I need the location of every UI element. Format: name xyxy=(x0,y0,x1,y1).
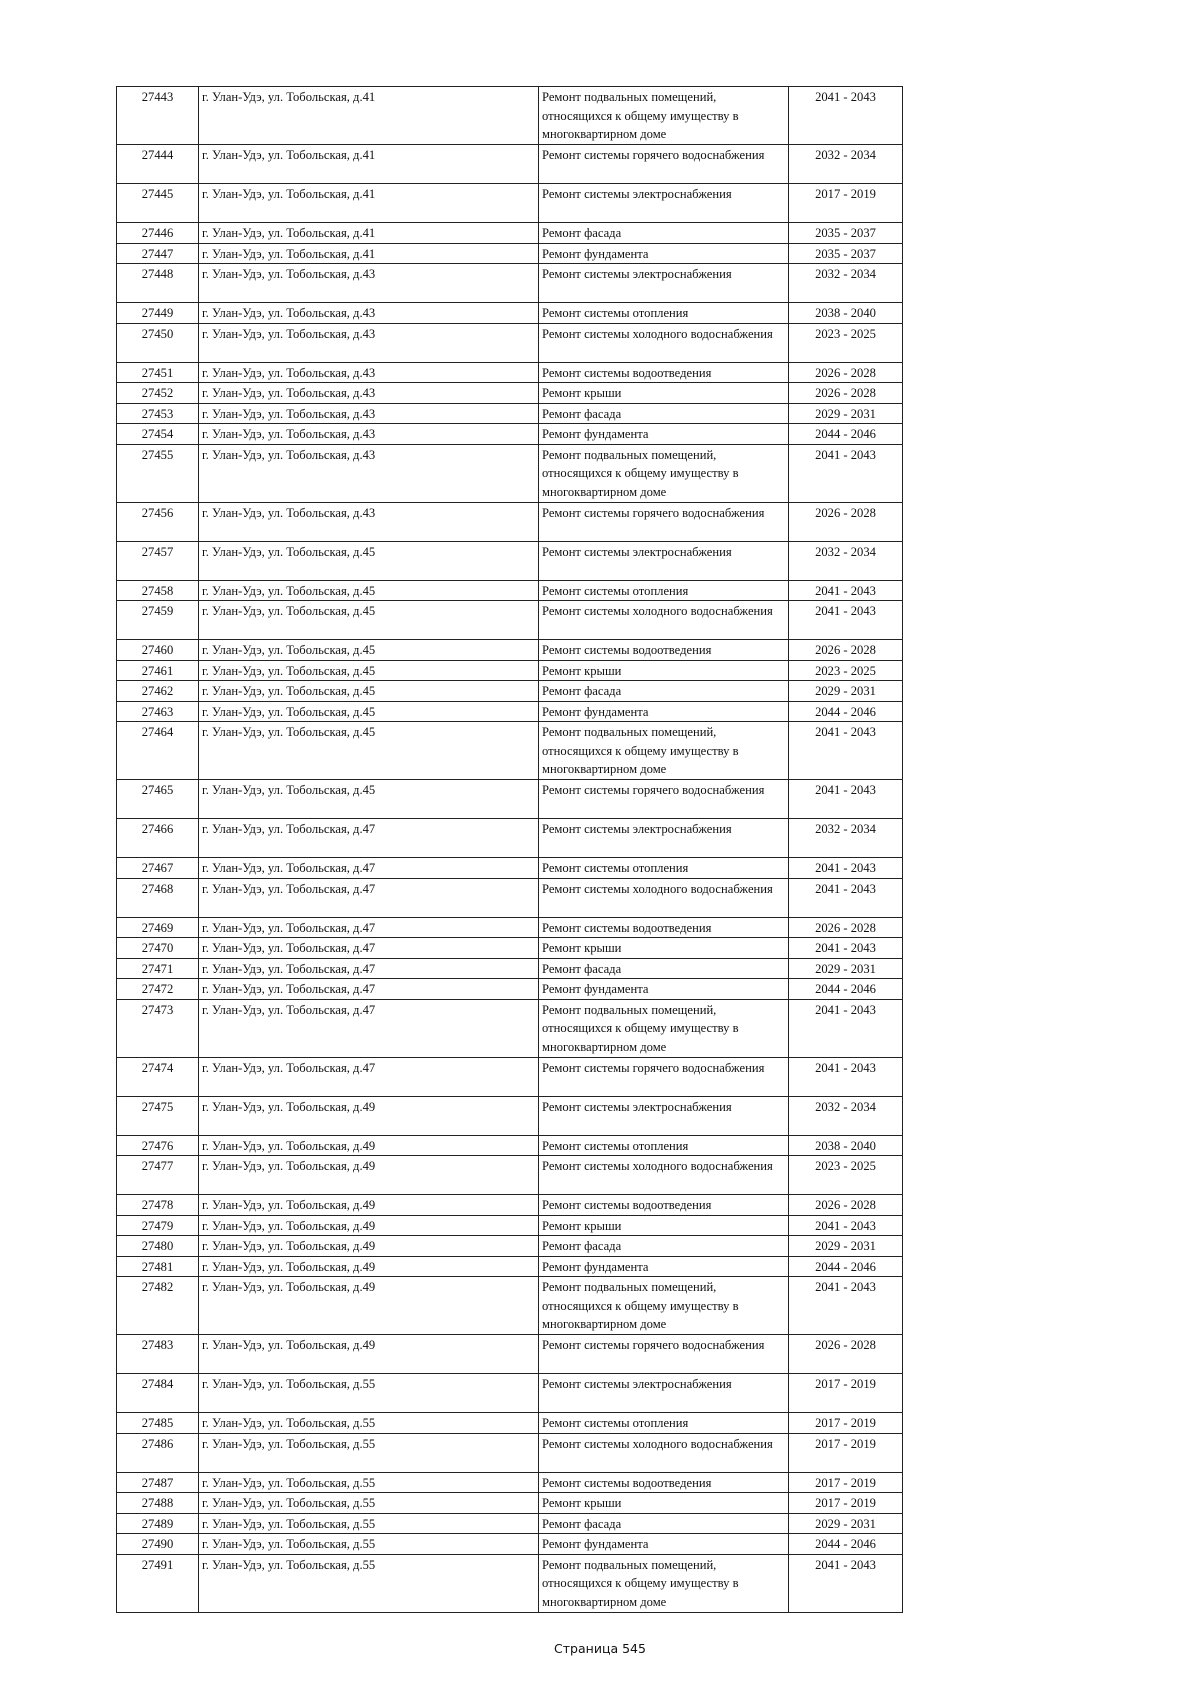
work-type-cell: Ремонт системы электроснабжения xyxy=(539,541,789,580)
period-cell: 2041 - 2043 xyxy=(789,601,903,640)
table-row xyxy=(117,87,903,145)
table-row xyxy=(117,1374,903,1413)
table-row xyxy=(117,1335,903,1374)
work-type-cell: Ремонт фундамента xyxy=(539,243,789,264)
address-cell: г. Улан-Удэ, ул. Тобольская, д.43 xyxy=(199,403,539,424)
work-type-cell: Ремонт подвальных помещений, относящихся к общему имуществу в многоквартирном доме xyxy=(539,1554,789,1612)
address-cell: г. Улан-Удэ, ул. Тобольская, д.45 xyxy=(199,640,539,661)
row-number-cell: 27451 xyxy=(117,362,199,383)
period-cell: 2023 - 2025 xyxy=(789,1156,903,1195)
period-cell: 2032 - 2034 xyxy=(789,145,903,184)
table-row xyxy=(117,1513,903,1534)
address-cell: г. Улан-Удэ, ул. Тобольская, д.47 xyxy=(199,1057,539,1096)
row-number-cell: 27480 xyxy=(117,1236,199,1257)
address-cell: г. Улан-Удэ, ул. Тобольская, д.41 xyxy=(199,145,539,184)
work-type-cell: Ремонт системы водоотведения xyxy=(539,1195,789,1216)
address-cell: г. Улан-Удэ, ул. Тобольская, д.41 xyxy=(199,184,539,223)
period-cell: 2029 - 2031 xyxy=(789,958,903,979)
table-row xyxy=(117,580,903,601)
address-cell: г. Улан-Удэ, ул. Тобольская, д.49 xyxy=(199,1277,539,1335)
work-type-cell: Ремонт крыши xyxy=(539,938,789,959)
table-row xyxy=(117,601,903,640)
work-type-cell: Ремонт крыши xyxy=(539,1493,789,1514)
period-cell: 2017 - 2019 xyxy=(789,1374,903,1413)
row-number-cell: 27468 xyxy=(117,878,199,917)
address-cell: г. Улан-Удэ, ул. Тобольская, д.43 xyxy=(199,264,539,303)
table-row xyxy=(117,1057,903,1096)
row-number-cell: 27486 xyxy=(117,1433,199,1472)
address-cell: г. Улан-Удэ, ул. Тобольская, д.45 xyxy=(199,780,539,819)
work-type-cell: Ремонт крыши xyxy=(539,660,789,681)
row-number-cell: 27444 xyxy=(117,145,199,184)
address-cell: г. Улан-Удэ, ул. Тобольская, д.55 xyxy=(199,1554,539,1612)
row-number-cell: 27459 xyxy=(117,601,199,640)
work-type-cell: Ремонт системы холодного водоснабжения xyxy=(539,323,789,362)
period-cell: 2041 - 2043 xyxy=(789,87,903,145)
address-cell: г. Улан-Удэ, ул. Тобольская, д.43 xyxy=(199,383,539,404)
row-number-cell: 27464 xyxy=(117,722,199,780)
row-number-cell: 27471 xyxy=(117,958,199,979)
row-number-cell: 27476 xyxy=(117,1135,199,1156)
table-row xyxy=(117,1413,903,1434)
work-type-cell: Ремонт фундамента xyxy=(539,424,789,445)
work-type-cell: Ремонт системы отопления xyxy=(539,580,789,601)
work-type-cell: Ремонт фасада xyxy=(539,681,789,702)
table-row xyxy=(117,819,903,858)
work-type-cell: Ремонт фундамента xyxy=(539,701,789,722)
address-cell: г. Улан-Удэ, ул. Тобольская, д.41 xyxy=(199,243,539,264)
row-number-cell: 27450 xyxy=(117,323,199,362)
period-cell: 2026 - 2028 xyxy=(789,917,903,938)
work-type-cell: Ремонт системы электроснабжения xyxy=(539,1374,789,1413)
row-number-cell: 27491 xyxy=(117,1554,199,1612)
table-row xyxy=(117,243,903,264)
address-cell: г. Улан-Удэ, ул. Тобольская, д.47 xyxy=(199,917,539,938)
period-cell: 2026 - 2028 xyxy=(789,383,903,404)
row-number-cell: 27488 xyxy=(117,1493,199,1514)
address-cell: г. Улан-Удэ, ул. Тобольская, д.43 xyxy=(199,323,539,362)
period-cell: 2044 - 2046 xyxy=(789,1534,903,1555)
table-row xyxy=(117,917,903,938)
row-number-cell: 27482 xyxy=(117,1277,199,1335)
period-cell: 2023 - 2025 xyxy=(789,660,903,681)
row-number-cell: 27462 xyxy=(117,681,199,702)
address-cell: г. Улан-Удэ, ул. Тобольская, д.43 xyxy=(199,362,539,383)
table-row xyxy=(117,660,903,681)
row-number-cell: 27456 xyxy=(117,502,199,541)
work-type-cell: Ремонт фасада xyxy=(539,1513,789,1534)
work-type-cell: Ремонт системы отопления xyxy=(539,303,789,324)
row-number-cell: 27465 xyxy=(117,780,199,819)
work-type-cell: Ремонт системы холодного водоснабжения xyxy=(539,601,789,640)
work-type-cell: Ремонт системы электроснабжения xyxy=(539,184,789,223)
table-row xyxy=(117,444,903,502)
address-cell: г. Улан-Удэ, ул. Тобольская, д.49 xyxy=(199,1156,539,1195)
period-cell: 2035 - 2037 xyxy=(789,243,903,264)
table-row xyxy=(117,958,903,979)
address-cell: г. Улан-Удэ, ул. Тобольская, д.45 xyxy=(199,601,539,640)
table-row xyxy=(117,303,903,324)
table-row xyxy=(117,1256,903,1277)
row-number-cell: 27490 xyxy=(117,1534,199,1555)
period-cell: 2017 - 2019 xyxy=(789,1493,903,1514)
table-row xyxy=(117,362,903,383)
address-cell: г. Улан-Удэ, ул. Тобольская, д.49 xyxy=(199,1195,539,1216)
work-type-cell: Ремонт системы отопления xyxy=(539,1413,789,1434)
period-cell: 2041 - 2043 xyxy=(789,999,903,1057)
period-cell: 2023 - 2025 xyxy=(789,323,903,362)
period-cell: 2038 - 2040 xyxy=(789,1135,903,1156)
table-row xyxy=(117,145,903,184)
row-number-cell: 27470 xyxy=(117,938,199,959)
row-number-cell: 27452 xyxy=(117,383,199,404)
table-row xyxy=(117,1236,903,1257)
work-type-cell: Ремонт подвальных помещений, относящихся к общему имуществу в многоквартирном доме xyxy=(539,999,789,1057)
table-row xyxy=(117,979,903,1000)
period-cell: 2044 - 2046 xyxy=(789,701,903,722)
work-type-cell: Ремонт системы отопления xyxy=(539,858,789,879)
row-number-cell: 27453 xyxy=(117,403,199,424)
address-cell: г. Улан-Удэ, ул. Тобольская, д.47 xyxy=(199,938,539,959)
row-number-cell: 27460 xyxy=(117,640,199,661)
period-cell: 2029 - 2031 xyxy=(789,1236,903,1257)
work-type-cell: Ремонт системы холодного водоснабжения xyxy=(539,1433,789,1472)
row-number-cell: 27458 xyxy=(117,580,199,601)
work-type-cell: Ремонт фундамента xyxy=(539,1256,789,1277)
table-row xyxy=(117,1135,903,1156)
work-type-cell: Ремонт системы горячего водоснабжения xyxy=(539,1335,789,1374)
table-row xyxy=(117,938,903,959)
table-row xyxy=(117,502,903,541)
address-cell: г. Улан-Удэ, ул. Тобольская, д.55 xyxy=(199,1472,539,1493)
table-row xyxy=(117,878,903,917)
address-cell: г. Улан-Удэ, ул. Тобольская, д.47 xyxy=(199,958,539,979)
period-cell: 2041 - 2043 xyxy=(789,780,903,819)
row-number-cell: 27449 xyxy=(117,303,199,324)
row-number-cell: 27463 xyxy=(117,701,199,722)
repair-schedule-table xyxy=(116,86,903,1613)
table-row xyxy=(117,681,903,702)
row-number-cell: 27473 xyxy=(117,999,199,1057)
period-cell: 2038 - 2040 xyxy=(789,303,903,324)
table-row xyxy=(117,1195,903,1216)
address-cell: г. Улан-Удэ, ул. Тобольская, д.49 xyxy=(199,1215,539,1236)
period-cell: 2041 - 2043 xyxy=(789,722,903,780)
work-type-cell: Ремонт системы горячего водоснабжения xyxy=(539,145,789,184)
period-cell: 2041 - 2043 xyxy=(789,1057,903,1096)
address-cell: г. Улан-Удэ, ул. Тобольская, д.55 xyxy=(199,1493,539,1514)
work-type-cell: Ремонт подвальных помещений, относящихся к общему имуществу в многоквартирном доме xyxy=(539,444,789,502)
address-cell: г. Улан-Удэ, ул. Тобольская, д.49 xyxy=(199,1335,539,1374)
work-type-cell: Ремонт системы горячего водоснабжения xyxy=(539,502,789,541)
period-cell: 2017 - 2019 xyxy=(789,1433,903,1472)
table-row xyxy=(117,780,903,819)
row-number-cell: 27466 xyxy=(117,819,199,858)
address-cell: г. Улан-Удэ, ул. Тобольская, д.55 xyxy=(199,1413,539,1434)
table-row xyxy=(117,1277,903,1335)
table-row xyxy=(117,640,903,661)
period-cell: 2044 - 2046 xyxy=(789,424,903,445)
address-cell: г. Улан-Удэ, ул. Тобольская, д.45 xyxy=(199,580,539,601)
period-cell: 2041 - 2043 xyxy=(789,444,903,502)
work-type-cell: Ремонт системы горячего водоснабжения xyxy=(539,1057,789,1096)
period-cell: 2041 - 2043 xyxy=(789,938,903,959)
table-row xyxy=(117,184,903,223)
period-cell: 2041 - 2043 xyxy=(789,878,903,917)
address-cell: г. Улан-Удэ, ул. Тобольская, д.47 xyxy=(199,979,539,1000)
address-cell: г. Улан-Удэ, ул. Тобольская, д.55 xyxy=(199,1513,539,1534)
work-type-cell: Ремонт фасада xyxy=(539,403,789,424)
table-body xyxy=(117,87,903,1613)
period-cell: 2032 - 2034 xyxy=(789,541,903,580)
address-cell: г. Улан-Удэ, ул. Тобольская, д.55 xyxy=(199,1433,539,1472)
address-cell: г. Улан-Удэ, ул. Тобольская, д.45 xyxy=(199,701,539,722)
address-cell: г. Улан-Удэ, ул. Тобольская, д.47 xyxy=(199,858,539,879)
address-cell: г. Улан-Удэ, ул. Тобольская, д.55 xyxy=(199,1374,539,1413)
row-number-cell: 27455 xyxy=(117,444,199,502)
address-cell: г. Улан-Удэ, ул. Тобольская, д.45 xyxy=(199,541,539,580)
period-cell: 2026 - 2028 xyxy=(789,1195,903,1216)
row-number-cell: 27467 xyxy=(117,858,199,879)
period-cell: 2044 - 2046 xyxy=(789,979,903,1000)
work-type-cell: Ремонт подвальных помещений, относящихся к общему имуществу в многоквартирном доме xyxy=(539,87,789,145)
work-type-cell: Ремонт системы холодного водоснабжения xyxy=(539,878,789,917)
period-cell: 2032 - 2034 xyxy=(789,264,903,303)
period-cell: 2041 - 2043 xyxy=(789,1215,903,1236)
table-row xyxy=(117,323,903,362)
row-number-cell: 27443 xyxy=(117,87,199,145)
row-number-cell: 27448 xyxy=(117,264,199,303)
address-cell: г. Улан-Удэ, ул. Тобольская, д.47 xyxy=(199,819,539,858)
work-type-cell: Ремонт системы водоотведения xyxy=(539,362,789,383)
work-type-cell: Ремонт крыши xyxy=(539,383,789,404)
period-cell: 2017 - 2019 xyxy=(789,184,903,223)
table-row xyxy=(117,424,903,445)
address-cell: г. Улан-Удэ, ул. Тобольская, д.47 xyxy=(199,999,539,1057)
period-cell: 2026 - 2028 xyxy=(789,640,903,661)
work-type-cell: Ремонт системы горячего водоснабжения xyxy=(539,780,789,819)
period-cell: 2017 - 2019 xyxy=(789,1472,903,1493)
row-number-cell: 27454 xyxy=(117,424,199,445)
address-cell: г. Улан-Удэ, ул. Тобольская, д.55 xyxy=(199,1534,539,1555)
row-number-cell: 27445 xyxy=(117,184,199,223)
row-number-cell: 27487 xyxy=(117,1472,199,1493)
work-type-cell: Ремонт системы водоотведения xyxy=(539,917,789,938)
work-type-cell: Ремонт системы холодного водоснабжения xyxy=(539,1156,789,1195)
period-cell: 2041 - 2043 xyxy=(789,858,903,879)
address-cell: г. Улан-Удэ, ул. Тобольская, д.49 xyxy=(199,1096,539,1135)
table-row xyxy=(117,701,903,722)
period-cell: 2041 - 2043 xyxy=(789,1554,903,1612)
period-cell: 2041 - 2043 xyxy=(789,580,903,601)
work-type-cell: Ремонт фундамента xyxy=(539,1534,789,1555)
work-type-cell: Ремонт системы электроснабжения xyxy=(539,1096,789,1135)
address-cell: г. Улан-Удэ, ул. Тобольская, д.49 xyxy=(199,1135,539,1156)
work-type-cell: Ремонт системы отопления xyxy=(539,1135,789,1156)
period-cell: 2026 - 2028 xyxy=(789,362,903,383)
row-number-cell: 27475 xyxy=(117,1096,199,1135)
address-cell: г. Улан-Удэ, ул. Тобольская, д.43 xyxy=(199,303,539,324)
address-cell: г. Улан-Удэ, ул. Тобольская, д.45 xyxy=(199,681,539,702)
table-row xyxy=(117,403,903,424)
page-number: Страница 545 xyxy=(554,1641,646,1656)
address-cell: г. Улан-Удэ, ул. Тобольская, д.49 xyxy=(199,1236,539,1257)
period-cell: 2026 - 2028 xyxy=(789,1335,903,1374)
row-number-cell: 27474 xyxy=(117,1057,199,1096)
row-number-cell: 27469 xyxy=(117,917,199,938)
table-row xyxy=(117,1433,903,1472)
row-number-cell: 27485 xyxy=(117,1413,199,1434)
row-number-cell: 27477 xyxy=(117,1156,199,1195)
work-type-cell: Ремонт системы водоотведения xyxy=(539,640,789,661)
work-type-cell: Ремонт фасада xyxy=(539,223,789,244)
address-cell: г. Улан-Удэ, ул. Тобольская, д.43 xyxy=(199,502,539,541)
address-cell: г. Улан-Удэ, ул. Тобольская, д.49 xyxy=(199,1256,539,1277)
period-cell: 2029 - 2031 xyxy=(789,1513,903,1534)
table-row xyxy=(117,722,903,780)
period-cell: 2029 - 2031 xyxy=(789,681,903,702)
table-row xyxy=(117,1493,903,1514)
row-number-cell: 27483 xyxy=(117,1335,199,1374)
address-cell: г. Улан-Удэ, ул. Тобольская, д.43 xyxy=(199,444,539,502)
work-type-cell: Ремонт подвальных помещений, относящихся к общему имуществу в многоквартирном доме xyxy=(539,1277,789,1335)
row-number-cell: 27447 xyxy=(117,243,199,264)
period-cell: 2044 - 2046 xyxy=(789,1256,903,1277)
row-number-cell: 27481 xyxy=(117,1256,199,1277)
table-row xyxy=(117,223,903,244)
table-row xyxy=(117,1554,903,1612)
row-number-cell: 27479 xyxy=(117,1215,199,1236)
table-row xyxy=(117,1472,903,1493)
row-number-cell: 27446 xyxy=(117,223,199,244)
row-number-cell: 27472 xyxy=(117,979,199,1000)
row-number-cell: 27478 xyxy=(117,1195,199,1216)
table-row xyxy=(117,1215,903,1236)
row-number-cell: 27461 xyxy=(117,660,199,681)
period-cell: 2026 - 2028 xyxy=(789,502,903,541)
work-type-cell: Ремонт фундамента xyxy=(539,979,789,1000)
row-number-cell: 27457 xyxy=(117,541,199,580)
address-cell: г. Улан-Удэ, ул. Тобольская, д.47 xyxy=(199,878,539,917)
table-row xyxy=(117,1156,903,1195)
work-type-cell: Ремонт крыши xyxy=(539,1215,789,1236)
address-cell: г. Улан-Удэ, ул. Тобольская, д.45 xyxy=(199,660,539,681)
table-row xyxy=(117,999,903,1057)
address-cell: г. Улан-Удэ, ул. Тобольская, д.43 xyxy=(199,424,539,445)
table-row xyxy=(117,264,903,303)
row-number-cell: 27484 xyxy=(117,1374,199,1413)
period-cell: 2017 - 2019 xyxy=(789,1413,903,1434)
work-type-cell: Ремонт подвальных помещений, относящихся к общему имуществу в многоквартирном доме xyxy=(539,722,789,780)
address-cell: г. Улан-Удэ, ул. Тобольская, д.41 xyxy=(199,223,539,244)
work-type-cell: Ремонт системы водоотведения xyxy=(539,1472,789,1493)
table-row xyxy=(117,541,903,580)
work-type-cell: Ремонт системы электроснабжения xyxy=(539,819,789,858)
table-row xyxy=(117,1096,903,1135)
table-row xyxy=(117,858,903,879)
work-type-cell: Ремонт фасада xyxy=(539,1236,789,1257)
period-cell: 2041 - 2043 xyxy=(789,1277,903,1335)
table-row xyxy=(117,1534,903,1555)
row-number-cell: 27489 xyxy=(117,1513,199,1534)
period-cell: 2035 - 2037 xyxy=(789,223,903,244)
work-type-cell: Ремонт системы электроснабжения xyxy=(539,264,789,303)
table-row xyxy=(117,383,903,404)
period-cell: 2032 - 2034 xyxy=(789,1096,903,1135)
period-cell: 2029 - 2031 xyxy=(789,403,903,424)
address-cell: г. Улан-Удэ, ул. Тобольская, д.41 xyxy=(199,87,539,145)
work-type-cell: Ремонт фасада xyxy=(539,958,789,979)
period-cell: 2032 - 2034 xyxy=(789,819,903,858)
address-cell: г. Улан-Удэ, ул. Тобольская, д.45 xyxy=(199,722,539,780)
